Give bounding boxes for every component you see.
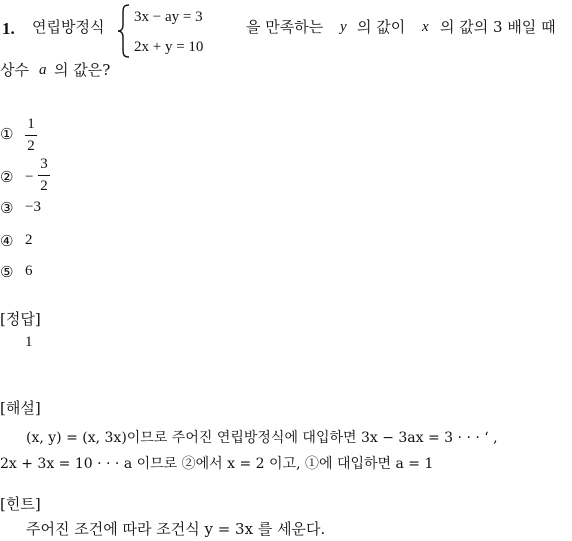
- question-var-a: a: [39, 62, 47, 78]
- question-var-y: y: [340, 19, 347, 35]
- choice-marker-1[interactable]: ①: [0, 125, 14, 143]
- question-text-2: 의 값이: [357, 18, 406, 36]
- explanation-heading: [해설]: [0, 399, 41, 417]
- question-lead: 연립방정식: [32, 18, 105, 36]
- choice-2-denominator: 2: [40, 178, 48, 194]
- answer-value: 1: [25, 334, 33, 350]
- question-var-x: x: [422, 19, 429, 35]
- choice-marker-2[interactable]: ②: [0, 168, 14, 186]
- choice-marker-5[interactable]: ⑤: [0, 263, 14, 281]
- choice-marker-3[interactable]: ③: [0, 199, 14, 217]
- hint-heading: [힌트]: [0, 495, 41, 513]
- choice-2-sign: −: [25, 169, 34, 185]
- choice-1-numerator: 1: [27, 116, 35, 132]
- choice-2-numerator: 3: [40, 156, 48, 172]
- system-brace: [117, 4, 131, 58]
- equation-2: 2x + y = 10: [134, 39, 204, 55]
- question-text-5: 의 값은?: [54, 61, 111, 79]
- choice-1-denominator: 2: [27, 138, 35, 154]
- question-text-3: 의 값의 3 배일 때: [440, 18, 556, 36]
- explanation-line-2: 2x + 3x = 10 · · · a 이므로 ②에서 x = 2 이고, ①에 대입하면 a = 1: [0, 456, 434, 472]
- equation-1: 3x − ay = 3: [134, 9, 203, 25]
- question-text-4: 상수: [0, 61, 29, 79]
- choice-1-fraction[interactable]: [25, 116, 37, 155]
- question-number: 1.: [2, 19, 15, 38]
- fraction-bar: [25, 135, 37, 136]
- hint-line-1: 주어진 조건에 따라 조건식 y = 3x 를 세운다.: [26, 520, 326, 538]
- fraction-bar: [38, 175, 50, 176]
- choice-4-value[interactable]: 2: [25, 232, 33, 248]
- answer-heading: [정답]: [0, 310, 41, 328]
- question-text-1: 을 만족하는: [246, 18, 324, 36]
- explanation-line-1: (x, y) = (x, 3x)이므로 주어진 연립방정식에 대입하면 3x − 3ax = 3 · · · ‘ ,: [26, 430, 498, 446]
- choice-3-value[interactable]: −3: [25, 199, 41, 215]
- choice-marker-4[interactable]: ④: [0, 232, 14, 250]
- choice-5-value[interactable]: 6: [25, 263, 33, 279]
- choice-2-fraction[interactable]: [38, 156, 50, 195]
